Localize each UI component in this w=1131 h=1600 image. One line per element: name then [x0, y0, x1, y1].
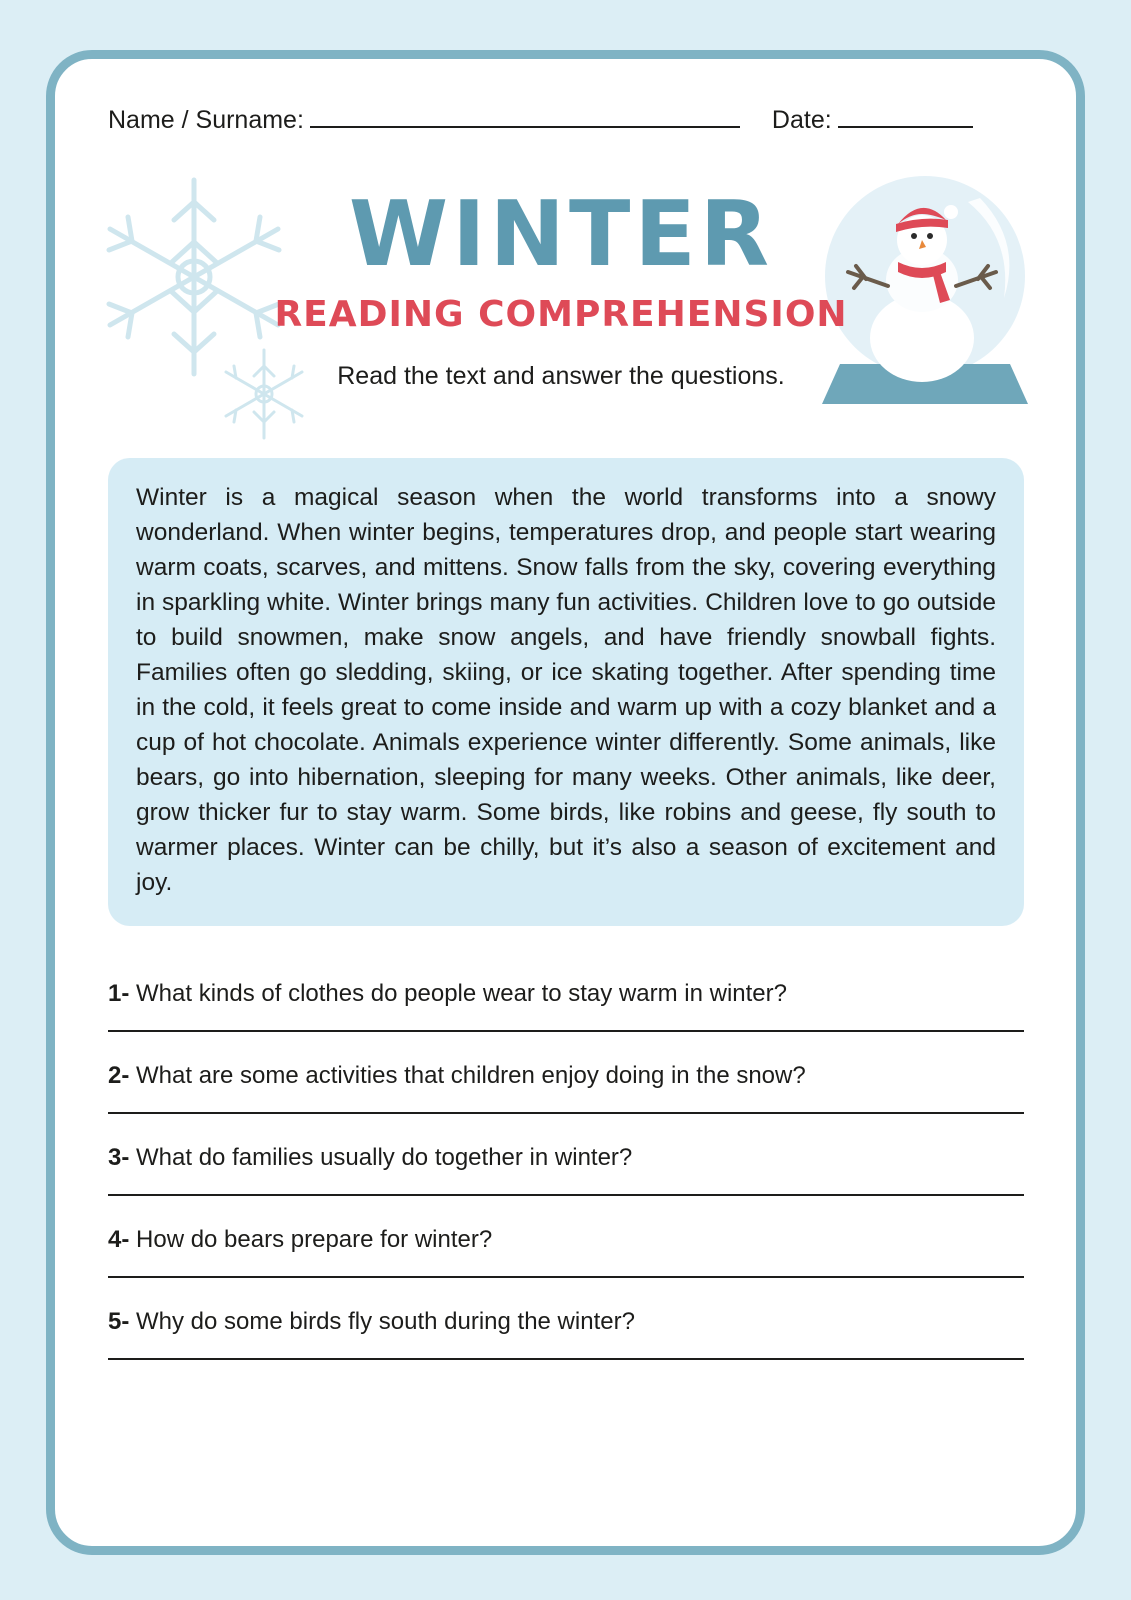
date-label: Date:	[771, 106, 832, 134]
question-number: 2-	[108, 1062, 130, 1089]
question-label: What kinds of clothes do people wear to stay warm in winter?	[136, 980, 787, 1007]
date-input-line[interactable]	[838, 108, 973, 128]
questions-list	[108, 980, 1024, 1390]
list-item	[108, 1308, 1024, 1360]
name-input-line[interactable]	[310, 108, 740, 128]
question-label: What are some activities that children enjoy doing in the snow?	[136, 1062, 806, 1089]
question-number: 4-	[108, 1226, 130, 1253]
question-text	[108, 1308, 1024, 1336]
question-number: 5-	[108, 1308, 130, 1335]
answer-line[interactable]	[108, 1112, 1024, 1114]
question-label: What do families usually do together in winter?	[136, 1144, 633, 1171]
question-label: How do bears prepare for winter?	[136, 1226, 493, 1253]
name-date-row	[108, 106, 1023, 135]
list-item	[108, 980, 1024, 1032]
question-text	[108, 1226, 1024, 1254]
question-label: Why do some birds fly south during the winter?	[136, 1308, 635, 1335]
title-block	[66, 166, 1065, 441]
answer-line[interactable]	[108, 1030, 1024, 1032]
list-item	[108, 1144, 1024, 1196]
worksheet-page	[66, 70, 1065, 1535]
question-text	[108, 980, 1024, 1008]
answer-line[interactable]	[108, 1358, 1024, 1360]
answer-line[interactable]	[108, 1194, 1024, 1196]
snowflake-icon	[214, 344, 314, 444]
instruction-text: Read the text and answer the questions.	[337, 362, 785, 390]
answer-line[interactable]	[108, 1276, 1024, 1278]
reading-passage: Winter is a magical season when the world transforms into a snowy wonderland. When winter begins, temperatures drop, and people start wearing warm coats, scarves, and mittens. Snow falls from the sky, covering everything in sparkling white. Winter brings many fun activities. Children love to go outside to build snowmen, make snow angels, and have friendly snowball fights. Families often go sledding, skiing, or ice skating together. After spending time in the cold, it feels great to come inside and warm up with a cozy blanket and a cup of hot chocolate. Animals experience winter differently. Some animals, like bears, go into hibernation, sleeping for many weeks. Other animals, like deer, grow thicker fur to stay warm. Some birds, like robins and geese, fly south to warmer places. Winter can be chilly, but it’s also a season of excitement and joy.	[108, 458, 1024, 926]
question-text	[108, 1062, 1024, 1090]
page-subtitle: READING COMPREHENSION	[274, 294, 848, 335]
page-title: WINTER	[348, 182, 774, 287]
question-number: 1-	[108, 980, 130, 1007]
question-number: 3-	[108, 1144, 130, 1171]
name-label: Name / Surname:	[108, 106, 304, 134]
list-item	[108, 1062, 1024, 1114]
list-item	[108, 1226, 1024, 1278]
question-text	[108, 1144, 1024, 1172]
